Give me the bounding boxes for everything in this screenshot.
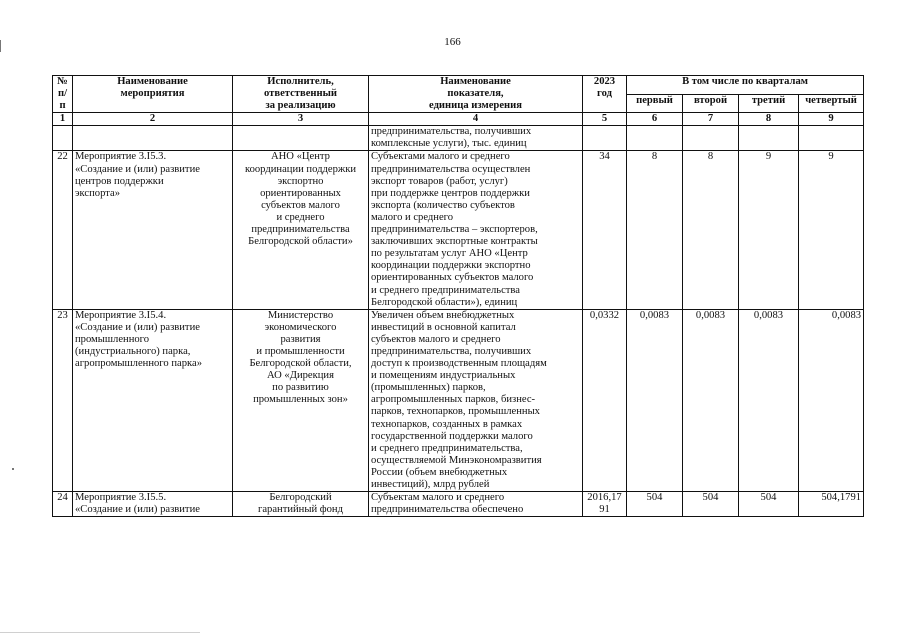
cell-executor: Министерство экономического развития и промышленности Белгородской области, АО «Дирекция по развитию промышленных зон» xyxy=(233,309,369,491)
cell-event: Мероприятие 3.I5.3. «Создание и (или) развитие центров поддержки экспорта» xyxy=(73,151,233,309)
cell-q2: 8 xyxy=(683,151,739,309)
cell-year xyxy=(583,126,627,151)
cell-q4 xyxy=(799,126,864,151)
header-col-num: № п/п xyxy=(53,76,73,113)
cell-event: Мероприятие 3.I5.5. «Создание и (или) развитие xyxy=(73,492,233,517)
cell-q2 xyxy=(683,126,739,151)
header-col-event: Наименование мероприятия xyxy=(73,76,233,113)
cell-q4: 0,0083 xyxy=(799,309,864,491)
page-number: 166 xyxy=(444,36,461,48)
cell-q2: 0,0083 xyxy=(683,309,739,491)
cell-q3: 0,0083 xyxy=(739,309,799,491)
table-row xyxy=(53,309,864,491)
scan-artifact xyxy=(0,632,200,633)
cell-indicator: Увеличен объем внебюджетных инвестиций в основной капитал субъектов малого и среднего предпринимательства, получивших доступ к производственным площадям и помещениям индустриальных (промышленных) парков, агропромышленных парков, бизнес- парков, технопарков, промышленных технопарков, созданных в рамках государственной поддержки малого и среднего предпринимательства, осуществляемой Минэкономразвития России (объем внебюджетных инвестиций), млрд рублей xyxy=(369,309,583,491)
column-number: 8 xyxy=(739,113,799,126)
cell-q1 xyxy=(627,126,683,151)
column-number-row xyxy=(53,113,864,126)
cell-q3: 504 xyxy=(739,492,799,517)
table-row xyxy=(53,151,864,309)
column-number: 1 xyxy=(53,113,73,126)
header-col-executor: Исполнитель, ответственный за реализацию xyxy=(233,76,369,113)
cell-num xyxy=(53,126,73,151)
cell-indicator: Субъектами малого и среднего предпринимательства осуществлен экспорт товаров (работ, услуг) при поддержке центров поддержки экспорта (количество субъектов малого и среднего предпринимательства – экспортеров, заключивших экспортные контракты по результатам услуг АНО «Центр координации поддержки экспортно ориентированных субъектов малого и среднего предпринимательства Белгородской области»), единиц xyxy=(369,151,583,309)
cell-q2: 504 xyxy=(683,492,739,517)
cell-executor: Белгородский гарантийный фонд xyxy=(233,492,369,517)
column-number: 7 xyxy=(683,113,739,126)
cell-q3 xyxy=(739,126,799,151)
cell-num: 22 xyxy=(53,151,73,309)
header-q2: второй xyxy=(683,94,739,113)
activities-table xyxy=(52,75,864,517)
cell-num: 24 xyxy=(53,492,73,517)
cell-year: 2016,17 91 xyxy=(583,492,627,517)
cell-q1: 8 xyxy=(627,151,683,309)
header-col-year: 2023 год xyxy=(583,76,627,113)
table-row xyxy=(53,492,864,517)
column-number: 9 xyxy=(799,113,864,126)
column-number: 3 xyxy=(233,113,369,126)
scan-artifact xyxy=(0,40,1,52)
cell-year: 34 xyxy=(583,151,627,309)
cell-q4: 9 xyxy=(799,151,864,309)
header-q3: третий xyxy=(739,94,799,113)
column-number: 4 xyxy=(369,113,583,126)
continuation-row xyxy=(53,126,864,151)
cell-executor xyxy=(233,126,369,151)
scan-artifact xyxy=(12,468,14,470)
header-quarters-caption: В том числе по кварталам xyxy=(627,76,864,95)
cell-indicator: предпринимательства, получивших комплексные услуги), тыс. единиц xyxy=(369,126,583,151)
cell-year: 0,0332 xyxy=(583,309,627,491)
column-number: 6 xyxy=(627,113,683,126)
cell-q4: 504,1791 xyxy=(799,492,864,517)
cell-q3: 9 xyxy=(739,151,799,309)
cell-q1: 0,0083 xyxy=(627,309,683,491)
column-number: 5 xyxy=(583,113,627,126)
cell-executor: АНО «Центр координации поддержки экспортно ориентированных субъектов малого и среднего предпринимательства Белгородской области» xyxy=(233,151,369,309)
header-q1: первый xyxy=(627,94,683,113)
cell-event xyxy=(73,126,233,151)
header-col-indicator: Наименование показателя, единица измерения xyxy=(369,76,583,113)
header-row xyxy=(53,76,864,95)
column-number: 2 xyxy=(73,113,233,126)
header-q4: четвертый xyxy=(799,94,864,113)
cell-q1: 504 xyxy=(627,492,683,517)
cell-num: 23 xyxy=(53,309,73,491)
cell-indicator: Субъектам малого и среднего предпринимательства обеспечено xyxy=(369,492,583,517)
cell-event: Мероприятие 3.I5.4. «Создание и (или) развитие промышленного (индустриального) парка, агропромышленного парка» xyxy=(73,309,233,491)
